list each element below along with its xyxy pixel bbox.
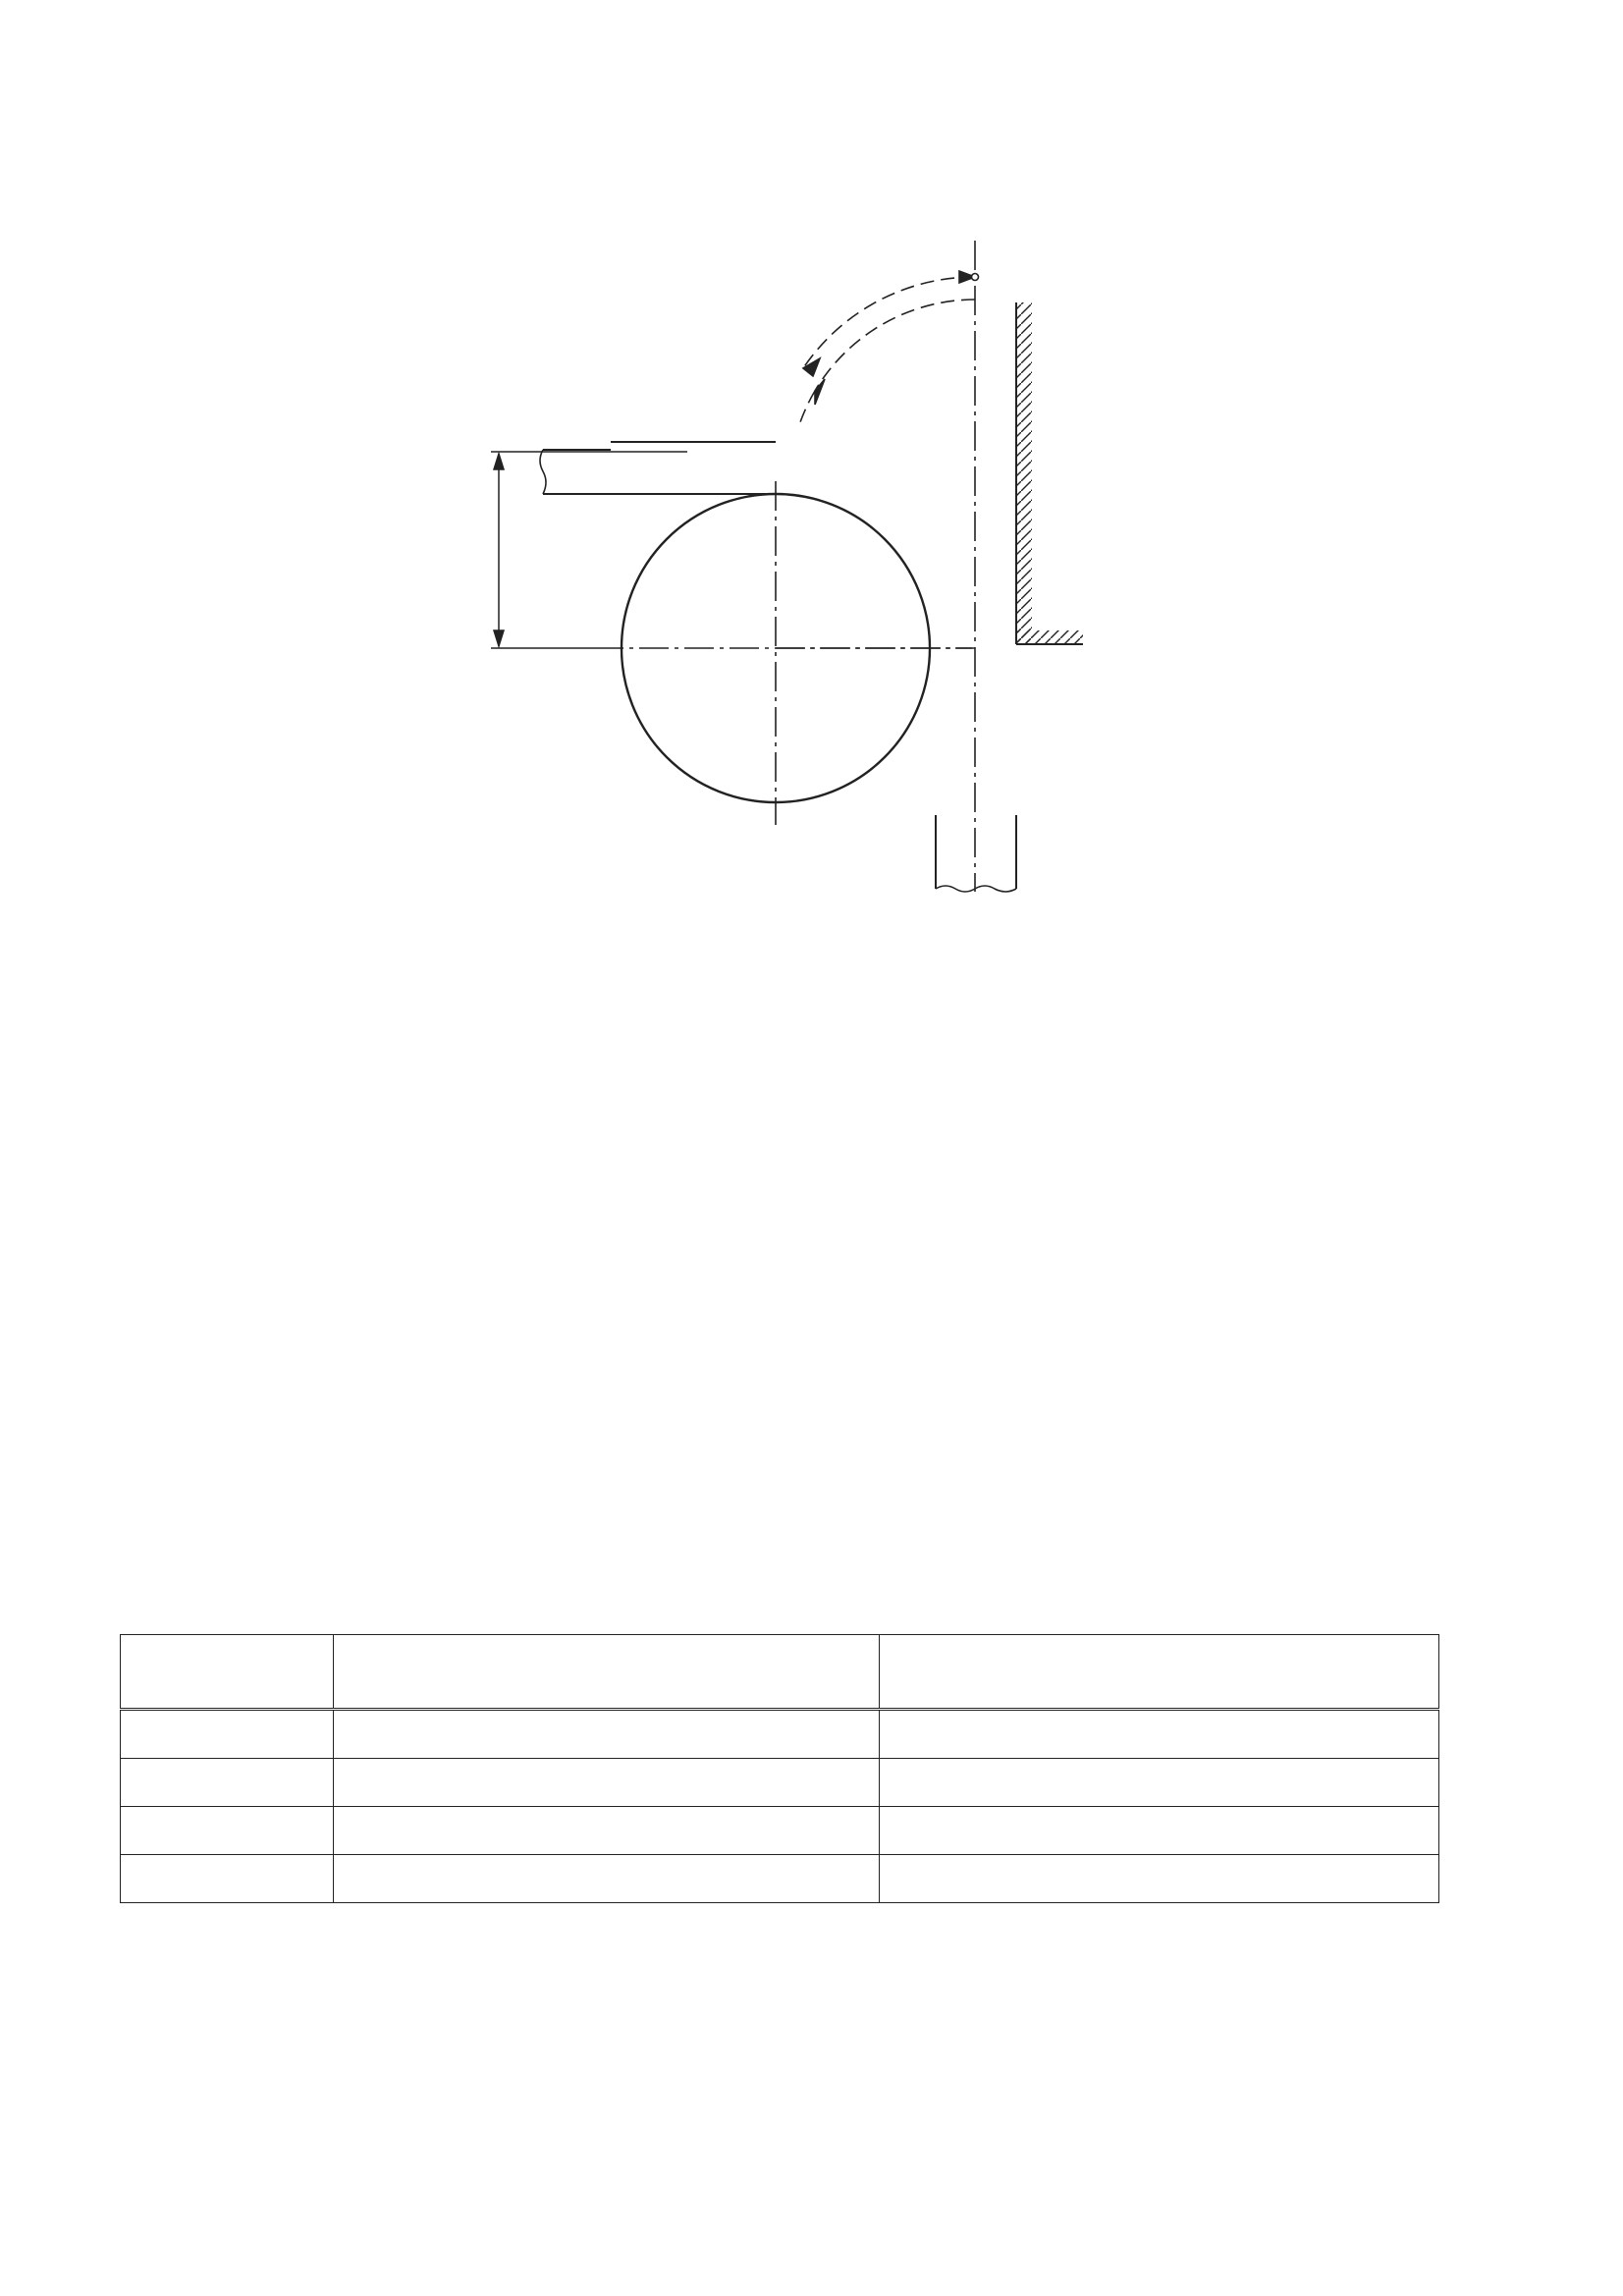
bend-cycle-arrow [800,271,979,422]
table-cell [121,1807,334,1855]
table-row [121,1807,1439,1855]
flex-test-figure [0,0,1623,913]
table-cell [121,1710,334,1759]
table-cell [333,1855,880,1903]
header-extended-cycles [880,1635,1439,1710]
table-row [121,1759,1439,1807]
table-cell [880,1807,1439,1855]
center-lines [594,241,975,892]
hose-straight-bottom [936,815,1016,892]
table-row [121,1855,1439,1903]
table-cell [333,1807,880,1855]
table-cell [333,1759,880,1807]
table-cell [121,1759,334,1807]
table-cell [880,1710,1439,1759]
table-cell [880,1855,1439,1903]
table-cell [333,1710,880,1759]
wall-support [1016,302,1083,644]
table-cell [121,1855,334,1903]
fatigue-table [120,1634,1439,1903]
table-header-row [121,1635,1439,1710]
header-hose-type [121,1635,334,1710]
table-cell [880,1759,1439,1807]
table-row [121,1710,1439,1759]
header-standard-cycles [333,1635,880,1710]
hose-straight-top [540,442,776,494]
